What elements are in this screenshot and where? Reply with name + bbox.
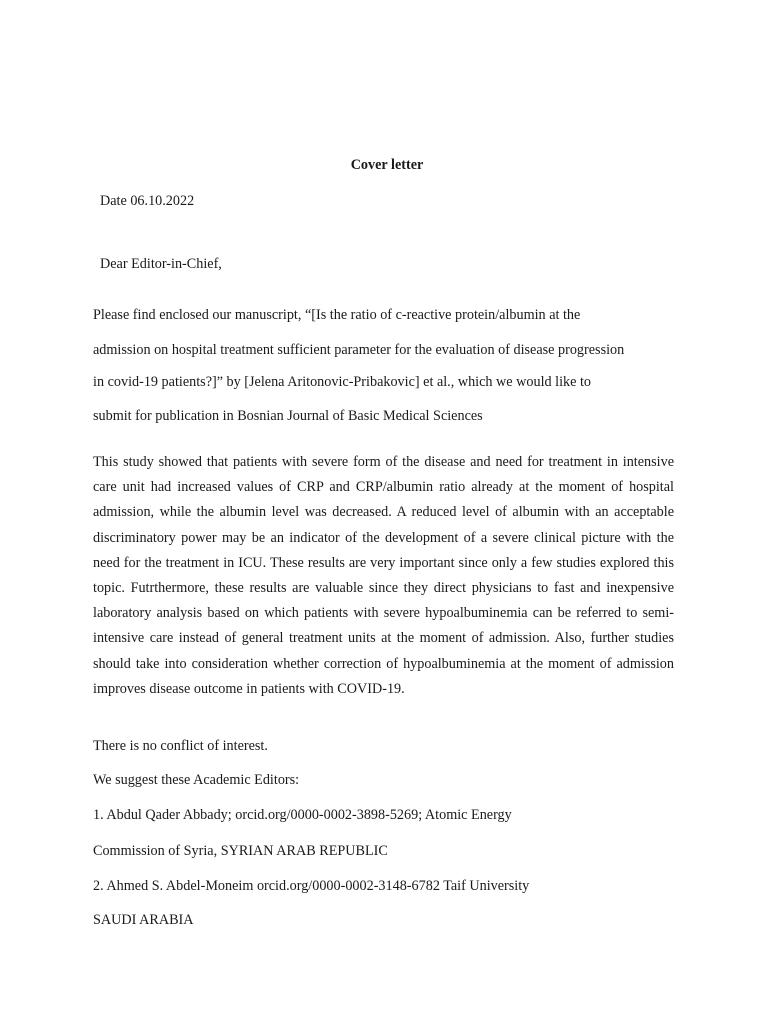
intro-line: submit for publication in Bosnian Journal of Basic Medical Sciences (93, 408, 483, 424)
editor-line: SAUDI ARABIA (93, 912, 194, 928)
intro-line: in covid-19 patients?]” by [Jelena Aritonovic-Pribakovic] et al., which we would like to (93, 374, 592, 390)
study-summary-paragraph: This study showed that patients with severe form of the disease and need for treatment in intensive care unit had increased values of CRP and CRP/albumin ratio already at the moment of hospital admission, while the albumin level was decreased. A reduced level of albumin with an acceptable discriminatory power may be an indicator of the development of a severe clinical picture with the need for the treatment in ICU. These results are very important since only a few studies explored this topic. Futrthermore, these results are valuable since they direct physicians to fast and inexpensive laboratory analysis based on which patients with severe hypoalbuminemia can be referred to semi-intensive care instead of general treatment units at the moment of admission. Also, further studies should take into consideration whether correction of hypoalbuminemia at the moment of admission improves disease outcome in patients with COVID-19. (93, 454, 674, 697)
salutation: Dear Editor-in-Chief, (100, 256, 222, 272)
editors-intro: We suggest these Academic Editors: (93, 772, 300, 788)
conflict-statement: There is no conflict of interest. (93, 738, 268, 754)
editor-line: 1. Abdul Qader Abbady; orcid.org/0000-0002-3898-5269; Atomic Energy (93, 807, 512, 823)
document-title: Cover letter (350, 157, 424, 173)
intro-line: Please find enclosed our manuscript, “[Is the ratio of c-reactive protein/albumin at the (93, 307, 581, 323)
editor-line: 2. Ahmed S. Abdel-Moneim orcid.org/0000-0002-3148-6782 Taif University (93, 878, 530, 894)
intro-line: admission on hospital treatment sufficient parameter for the evaluation of disease progression (93, 342, 625, 358)
letter-date: Date 06.10.2022 (100, 193, 195, 209)
editor-line: Commission of Syria, SYRIAN ARAB REPUBLIC (93, 843, 388, 859)
